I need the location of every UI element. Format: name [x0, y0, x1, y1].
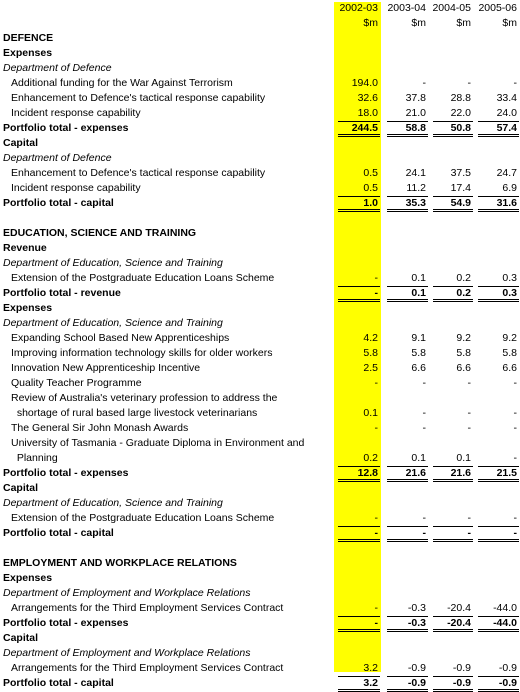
value-cell: 0.1	[363, 407, 378, 419]
total-rule	[387, 676, 428, 677]
column-header-2005-06: 2005-06	[478, 2, 517, 14]
row-label: Capital	[3, 482, 39, 494]
table-row	[0, 91, 520, 106]
total-rule	[338, 286, 380, 287]
row-label: Planning	[11, 452, 58, 464]
value-cell: -44.0	[493, 602, 517, 614]
total-rule	[338, 121, 380, 122]
value-cell: 0.2	[363, 452, 378, 464]
table-row	[0, 361, 520, 376]
row-label: EDUCATION, SCIENCE AND TRAINING	[3, 227, 197, 239]
unit-label: $m	[502, 17, 517, 29]
value-cell: 6.6	[502, 362, 517, 374]
value-cell: -0.3	[407, 617, 426, 629]
row-label: Expanding School Based New Apprenticeships	[11, 332, 230, 344]
value-cell: 6.6	[456, 362, 471, 374]
portfolio-total-row	[0, 526, 520, 541]
value-cell: -	[374, 527, 378, 539]
value-cell: -	[467, 407, 471, 419]
row-label: Portfolio total - expenses	[3, 467, 129, 479]
row-label: Quality Teacher Programme	[11, 377, 142, 389]
value-cell: -	[513, 452, 517, 464]
row-label: Capital	[3, 137, 39, 149]
value-cell: -	[422, 512, 426, 524]
value-cell: -	[513, 377, 517, 389]
value-cell: -	[467, 512, 471, 524]
value-cell: 9.2	[502, 332, 517, 344]
row-label: Revenue	[3, 242, 47, 254]
value-cell: -0.9	[407, 677, 426, 689]
subheading-row	[0, 301, 520, 316]
value-cell: 9.1	[411, 332, 426, 344]
table-row	[0, 181, 520, 196]
total-rule	[433, 616, 473, 617]
row-label: Review of Australia's veterinary profession to address the	[11, 392, 278, 404]
value-cell: 50.8	[450, 122, 471, 134]
value-cell: -	[513, 512, 517, 524]
value-cell: 31.6	[496, 197, 517, 209]
row-label: Portfolio total - capital	[3, 527, 114, 539]
total-rule	[478, 526, 519, 527]
row-label: Expenses	[3, 47, 53, 59]
table-row	[0, 331, 520, 346]
row-label: Arrangements for the Third Employment Services Contract	[11, 662, 284, 674]
value-cell: 5.8	[456, 347, 471, 359]
value-cell: -	[467, 377, 471, 389]
value-cell: -	[374, 422, 378, 434]
value-cell: 244.5	[351, 122, 378, 134]
row-label: Arrangements for the Third Employment Services Contract	[11, 602, 284, 614]
value-cell: 24.0	[496, 107, 517, 119]
total-rule	[433, 466, 473, 467]
subheading-row	[0, 46, 520, 61]
value-cell: -	[467, 527, 471, 539]
table-row	[0, 391, 520, 406]
total-rule	[387, 466, 428, 467]
portfolio-total-row	[0, 286, 520, 301]
row-label: Enhancement to Defence's tactical response capability	[11, 167, 266, 179]
value-cell: 0.5	[363, 167, 378, 179]
value-cell: -0.9	[452, 662, 471, 674]
value-cell: 0.3	[502, 272, 517, 284]
value-cell: 18.0	[357, 107, 378, 119]
table-row	[0, 106, 520, 121]
portfolio-total-row	[0, 676, 520, 691]
value-cell: 5.8	[363, 347, 378, 359]
subheading-row	[0, 136, 520, 151]
row-label: Department of Education, Science and Training	[3, 497, 223, 509]
value-cell: -	[422, 377, 426, 389]
value-cell: 0.3	[502, 287, 517, 299]
total-rule	[433, 286, 473, 287]
section-heading-row	[0, 226, 520, 241]
value-cell: -0.3	[407, 602, 426, 614]
department-row	[0, 316, 520, 331]
department-row	[0, 496, 520, 511]
value-cell: -	[422, 407, 426, 419]
table-row	[0, 166, 520, 181]
value-cell: 0.5	[363, 182, 378, 194]
total-rule	[478, 676, 519, 677]
row-label: Department of Employment and Workplace Relations	[3, 647, 251, 659]
total-rule	[478, 286, 519, 287]
value-cell: 0.1	[411, 287, 426, 299]
row-label: Portfolio total - expenses	[3, 617, 129, 629]
row-label: Department of Defence	[3, 62, 112, 74]
value-cell: 5.8	[411, 347, 426, 359]
table-row	[0, 271, 520, 286]
section-heading-row	[0, 31, 520, 46]
total-rule	[387, 526, 428, 527]
value-cell: 1.0	[363, 197, 378, 209]
table-row	[0, 376, 520, 391]
value-cell: 0.2	[456, 272, 471, 284]
total-rule	[433, 196, 473, 197]
unit-label: $m	[456, 17, 471, 29]
value-cell: 0.1	[411, 452, 426, 464]
total-rule	[387, 121, 428, 122]
value-cell: 24.7	[496, 167, 517, 179]
total-rule	[338, 466, 380, 467]
total-rule	[338, 616, 380, 617]
row-label: shortage of rural based large livestock veterinarians	[11, 407, 258, 419]
value-cell: -	[374, 617, 378, 629]
row-label: Department of Employment and Workplace Relations	[3, 587, 251, 599]
table-row	[0, 511, 520, 526]
total-rule	[478, 466, 519, 467]
value-cell: 54.9	[450, 197, 471, 209]
portfolio-total-row	[0, 121, 520, 136]
total-rule	[478, 196, 519, 197]
value-cell: -0.9	[407, 662, 426, 674]
table-row	[0, 451, 520, 466]
value-cell: -	[422, 422, 426, 434]
column-header-2003-04: 2003-04	[387, 2, 426, 14]
value-cell: -	[513, 527, 517, 539]
value-cell: -44.0	[493, 617, 517, 629]
value-cell: -20.4	[447, 602, 471, 614]
total-rule	[478, 121, 519, 122]
row-label: Expenses	[3, 572, 53, 584]
value-cell: 3.2	[363, 677, 378, 689]
row-label: Expenses	[3, 302, 53, 314]
row-label: Department of Education, Science and Training	[3, 317, 223, 329]
value-cell: -	[374, 287, 378, 299]
table-row	[0, 346, 520, 361]
subheading-row	[0, 241, 520, 256]
portfolio-total-row	[0, 466, 520, 481]
value-cell: 24.1	[405, 167, 426, 179]
value-cell: 194.0	[351, 77, 378, 89]
value-cell: 21.5	[496, 467, 517, 479]
value-cell: 12.8	[357, 467, 378, 479]
value-cell: 2.5	[363, 362, 378, 374]
row-label: The General Sir John Monash Awards	[11, 422, 189, 434]
row-label: Enhancement to Defence's tactical response capability	[11, 92, 266, 104]
value-cell: -20.4	[447, 617, 471, 629]
total-rule	[387, 286, 428, 287]
unit-label: $m	[411, 17, 426, 29]
unit-label: $m	[363, 17, 378, 29]
value-cell: 21.6	[450, 467, 471, 479]
value-cell: 57.4	[496, 122, 517, 134]
value-cell: -0.9	[498, 662, 517, 674]
value-cell: 37.8	[405, 92, 426, 104]
row-label: Extension of the Postgraduate Education Loans Scheme	[11, 272, 275, 284]
total-rule	[433, 121, 473, 122]
row-label: Capital	[3, 632, 39, 644]
row-label: Department of Defence	[3, 152, 112, 164]
value-cell: 6.6	[411, 362, 426, 374]
department-row	[0, 151, 520, 166]
value-cell: -	[467, 77, 471, 89]
value-cell: 17.4	[450, 182, 471, 194]
value-cell: -	[422, 77, 426, 89]
table-row	[0, 406, 520, 421]
department-row	[0, 646, 520, 661]
spacer-row	[0, 211, 520, 226]
total-rule	[338, 676, 380, 677]
value-cell: -	[513, 422, 517, 434]
value-cell: 37.5	[450, 167, 471, 179]
value-cell: -	[422, 527, 426, 539]
row-label: University of Tasmania - Graduate Diploma in Environment and	[11, 437, 305, 449]
column-header-2002-03: 2002-03	[339, 2, 378, 14]
value-cell: 58.8	[405, 122, 426, 134]
value-cell: 11.2	[406, 182, 426, 194]
portfolio-total-row	[0, 616, 520, 631]
value-cell: -	[374, 272, 378, 284]
value-cell: 32.6	[357, 92, 378, 104]
value-cell: -	[374, 377, 378, 389]
subheading-row	[0, 481, 520, 496]
row-label: Innovation New Apprenticeship Incentive	[11, 362, 201, 374]
table-row	[0, 76, 520, 91]
value-cell: -	[374, 512, 378, 524]
total-rule	[433, 526, 473, 527]
department-row	[0, 256, 520, 271]
value-cell: -	[374, 602, 378, 614]
total-rule	[387, 196, 428, 197]
value-cell: 22.0	[450, 107, 471, 119]
total-rule	[338, 196, 380, 197]
section-heading-row	[0, 556, 520, 571]
table-row	[0, 436, 520, 451]
budget-measures-table	[0, 1, 520, 691]
row-label: Portfolio total - revenue	[3, 287, 121, 299]
value-cell: 35.3	[405, 197, 426, 209]
value-cell: 0.1	[456, 452, 471, 464]
spacer-row	[0, 541, 520, 556]
value-cell: 33.4	[496, 92, 517, 104]
total-rule	[478, 616, 519, 617]
portfolio-total-row	[0, 196, 520, 211]
subheading-row	[0, 571, 520, 586]
row-label: Additional funding for the War Against Terrorism	[11, 77, 233, 89]
table-row	[0, 421, 520, 436]
row-label: DEFENCE	[3, 32, 54, 44]
value-cell: -	[513, 77, 517, 89]
value-cell: 28.8	[450, 92, 471, 104]
row-label: Extension of the Postgraduate Education Loans Scheme	[11, 512, 275, 524]
table-row	[0, 601, 520, 616]
value-cell: 4.2	[363, 332, 378, 344]
row-label: Department of Education, Science and Training	[3, 257, 223, 269]
value-cell: -	[467, 422, 471, 434]
total-rule	[433, 676, 473, 677]
row-label: Portfolio total - capital	[3, 197, 114, 209]
row-label: Incident response capability	[11, 182, 141, 194]
value-cell: 6.9	[502, 182, 517, 194]
value-cell: 5.8	[502, 347, 517, 359]
value-cell: -0.9	[452, 677, 471, 689]
units-row	[0, 16, 520, 31]
value-cell: -0.9	[498, 677, 517, 689]
total-rule	[338, 526, 380, 527]
department-row	[0, 586, 520, 601]
row-label: Portfolio total - expenses	[3, 122, 129, 134]
value-cell: 0.2	[456, 287, 471, 299]
value-cell: 21.0	[405, 107, 426, 119]
row-label: Incident response capability	[11, 107, 141, 119]
value-cell: 0.1	[411, 272, 426, 284]
total-rule	[387, 616, 428, 617]
row-label: EMPLOYMENT AND WORKPLACE RELATIONS	[3, 557, 237, 569]
column-header-2004-05: 2004-05	[432, 2, 471, 14]
row-label: Portfolio total - capital	[3, 677, 114, 689]
column-header-row	[0, 1, 520, 16]
department-row	[0, 61, 520, 76]
value-cell: -	[513, 407, 517, 419]
value-cell: 9.2	[456, 332, 471, 344]
value-cell: 3.2	[363, 662, 378, 674]
row-label: Improving information technology skills for older workers	[11, 347, 273, 359]
subheading-row	[0, 631, 520, 646]
value-cell: 21.6	[405, 467, 426, 479]
